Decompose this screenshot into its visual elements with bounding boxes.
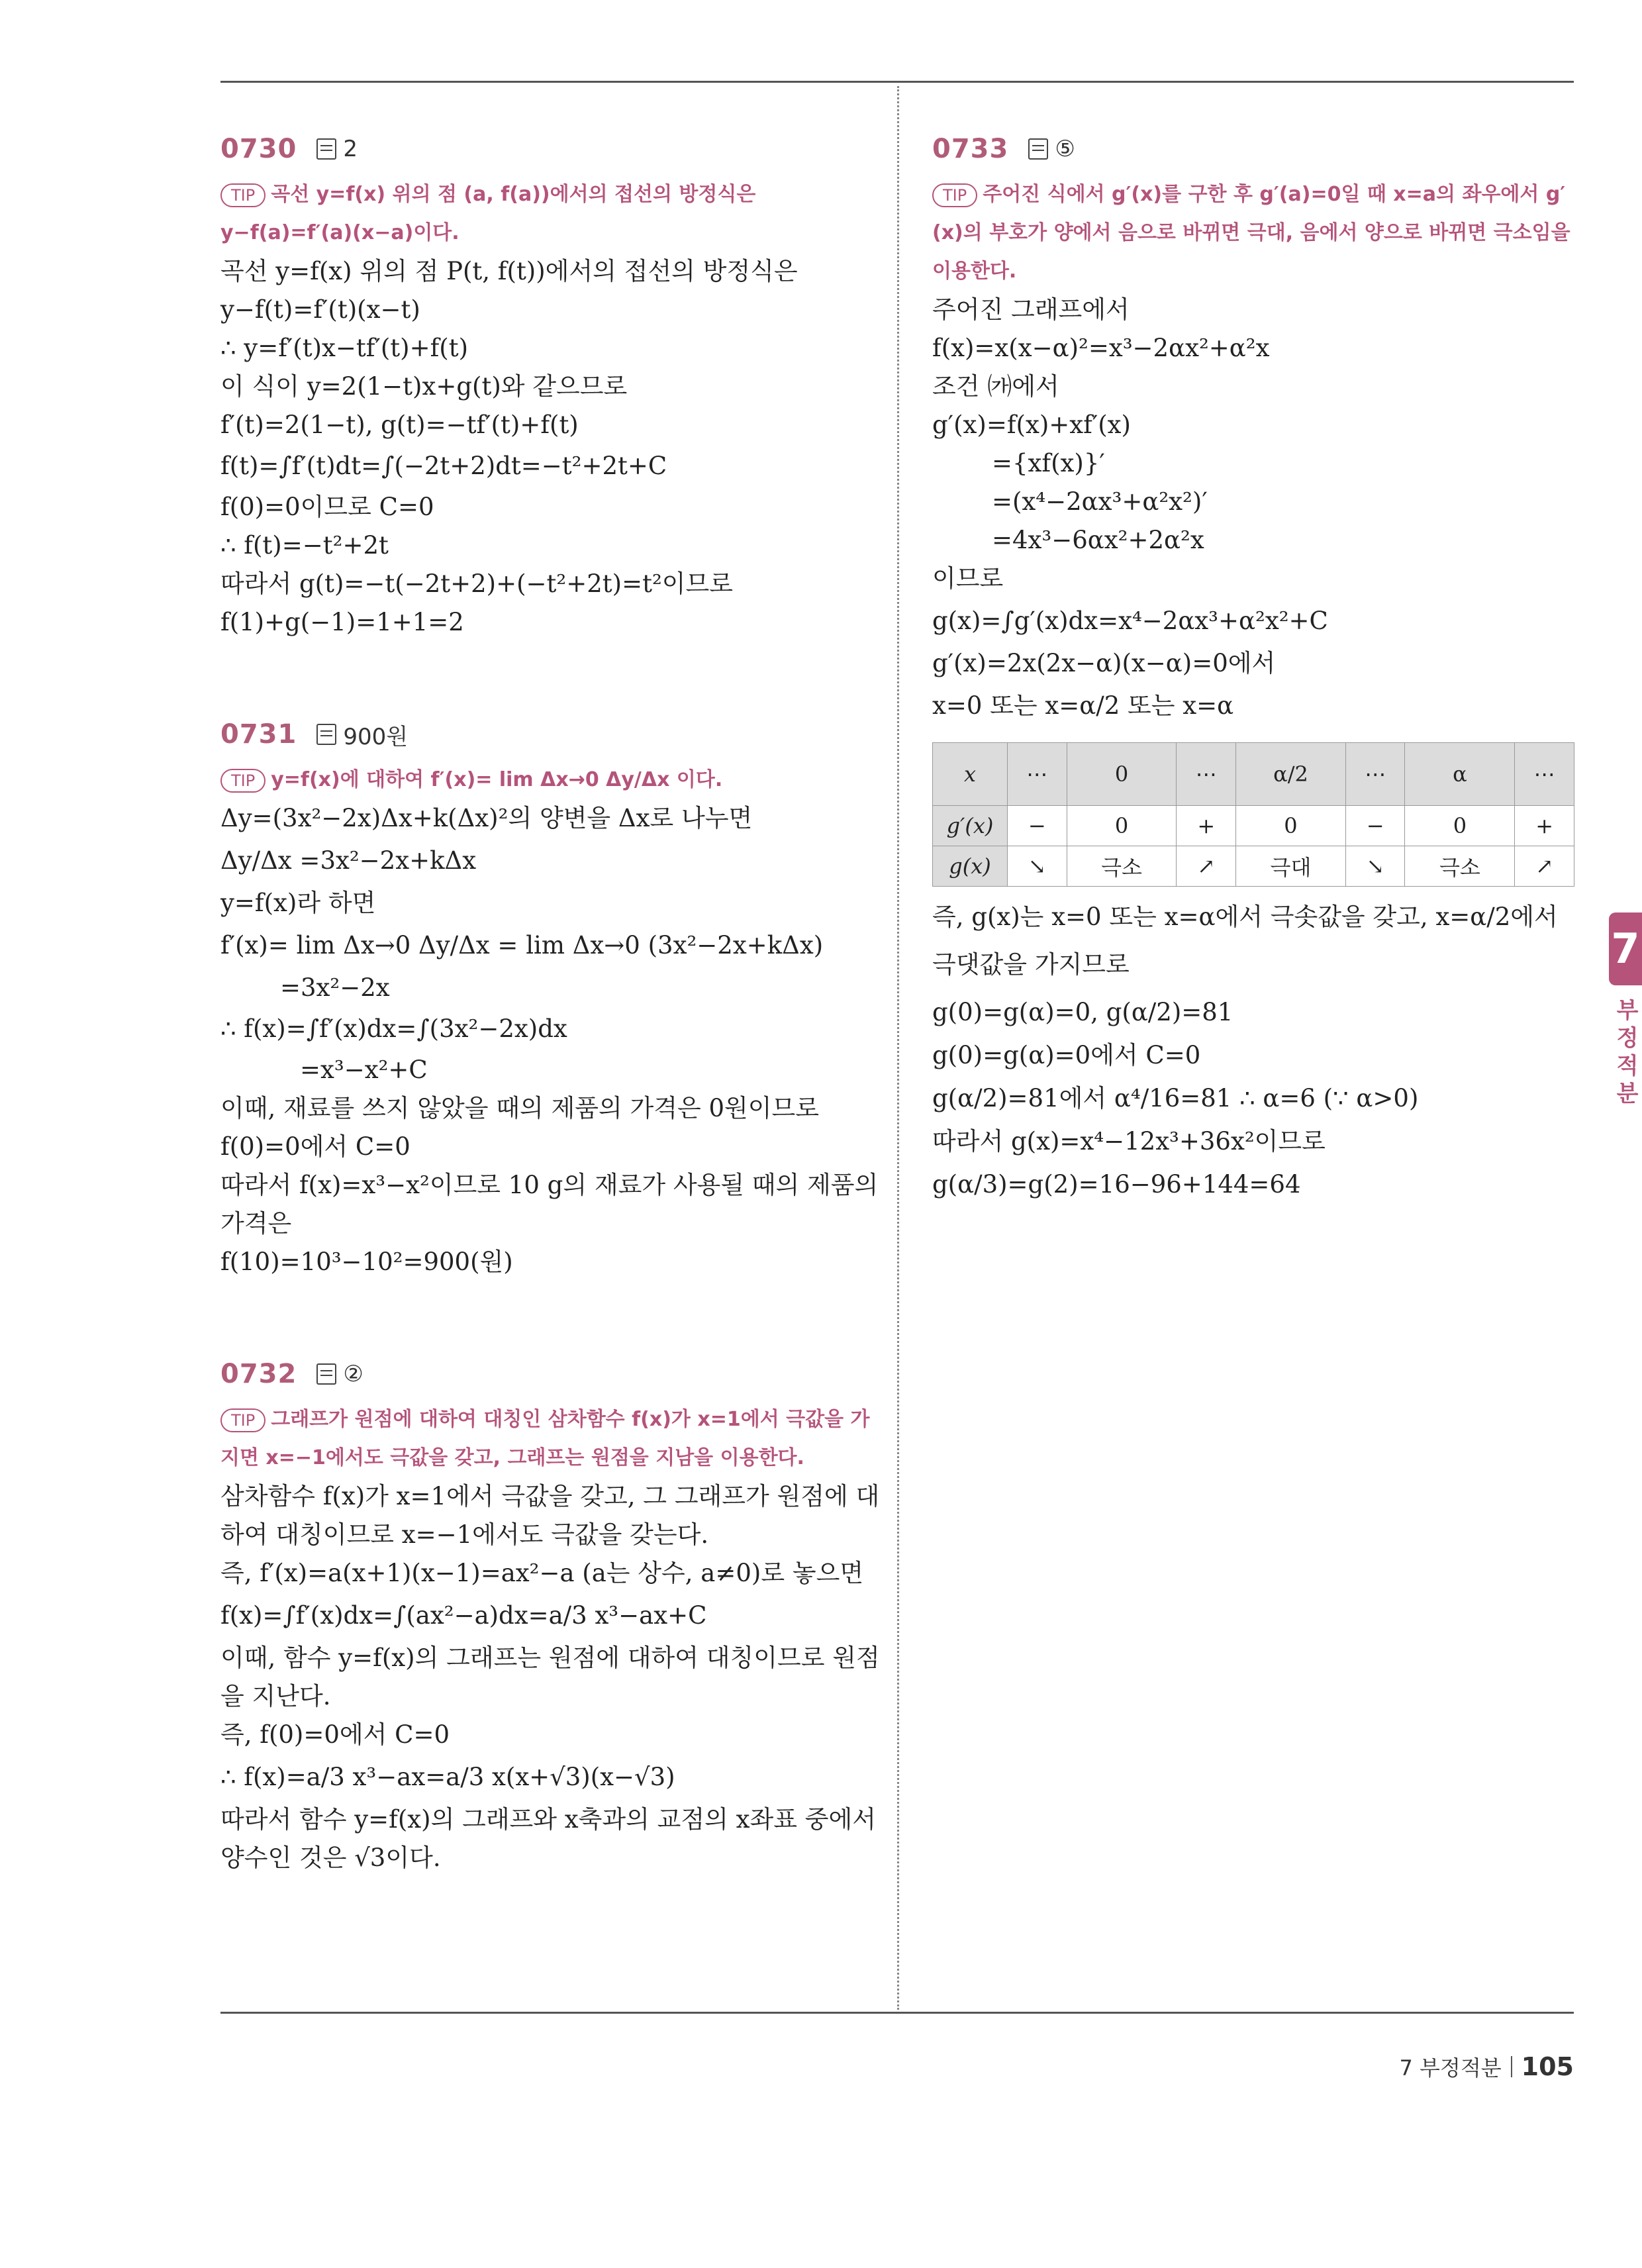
solution-line: 즉, g(x)는 x=0 또는 x=α에서 극솟값을 갖고, x=α/2에서 극댓값을 가지므로	[932, 903, 1558, 979]
solution-line: 주어진 그래프에서	[932, 295, 1130, 324]
tip	[220, 1401, 883, 1477]
table-row	[933, 743, 1574, 806]
table-cell: +	[1515, 806, 1574, 846]
table-cell: +	[1177, 806, 1236, 846]
solution-line: =(x⁴−2αx³+α²x²)′	[992, 487, 1208, 516]
solution-line: f(0)=0이므로 C=0	[220, 493, 434, 521]
solution-line: f(t)=∫f′(t)dt=∫(−2t+2)dt=−t²+2t+C	[220, 452, 667, 480]
table-cell: −	[1008, 806, 1067, 846]
answer-value: 2	[343, 136, 358, 162]
table-cell: ⋯	[1345, 743, 1405, 806]
problem-number: 0731	[220, 719, 297, 750]
tip-badge: TIP	[220, 769, 266, 793]
table-cell: −	[1345, 806, 1405, 846]
table-cell: x	[933, 743, 1008, 806]
solution-line: g(α/2)=81에서 α⁴/16=81 ∴ α=6 (∵ α>0)	[932, 1084, 1419, 1112]
solution-line: 따라서 g(t)=−t(−2t+2)+(−t²+2t)=t²이므로	[220, 569, 734, 598]
tip-line: 곡선 y=f(x) 위의 점 (a, f(a))에서의 접선의 방정식은	[271, 183, 756, 206]
solution-line: 이므로	[932, 564, 1004, 593]
left-column	[220, 129, 883, 1877]
table-cell: ⋯	[1177, 743, 1236, 806]
column-divider	[897, 86, 899, 2010]
answer	[316, 136, 358, 162]
problem-number: 0732	[220, 1359, 297, 1389]
table-row	[933, 806, 1574, 846]
solution-line: f(0)=0에서 C=0	[220, 1132, 410, 1161]
right-column	[932, 129, 1574, 1208]
table-cell: ↘	[1008, 846, 1067, 887]
solution-line: 즉, f′(x)=a(x+1)(x−1)=ax²−a (a는 상수, a≠0)로 놓으면	[220, 1559, 864, 1587]
solution-line: f(x)=∫f′(x)dx=∫(ax²−a)dx=a/3 x³−ax+C	[220, 1601, 707, 1630]
solution-line: ={xf(x)}′	[992, 449, 1105, 477]
answer-icon	[316, 1363, 336, 1385]
solution-line: 이 식이 y=2(1−t)x+g(t)와 같으므로	[220, 372, 628, 401]
solution-line: 따라서 g(x)=x⁴−12x³+36x²이므로	[932, 1127, 1326, 1156]
solution-line: g(α/3)=g(2)=16−96+144=64	[932, 1170, 1301, 1199]
solution-line: y−f(t)=f′(t)(x−t)	[220, 295, 420, 324]
solution-line: =3x²−2x	[280, 973, 390, 1002]
tip-line: 주어진 식에서 g′(x)를 구한 후 g′(a)=0일 때 x=a의 좌우에서 g′(x)의 부호가 양에서 음으로 바뀌면 극대, 음에서 양으로 바뀌면 극소임을 이용한다.	[932, 183, 1570, 283]
table-cell: g′(x)	[933, 806, 1008, 846]
solution-line: =x³−x²+C	[300, 1056, 428, 1084]
problem-header	[220, 715, 883, 754]
problem-header	[932, 129, 1574, 169]
solution-line: f(10)=10³−10²=900(원)	[220, 1248, 513, 1276]
solution-line: f′(x)= lim Δx→0 Δy/Δx = lim Δx→0 (3x²−2x+kΔx)	[220, 931, 824, 960]
table-cell: 극대	[1236, 846, 1346, 887]
table-cell: 0	[1236, 806, 1346, 846]
solution-line: g(x)=∫g′(x)dx=x⁴−2αx³+α²x²+C	[932, 607, 1328, 635]
tip-badge: TIP	[220, 1408, 266, 1432]
solution-line: g(0)=g(α)=0, g(α/2)=81	[932, 998, 1233, 1026]
tip	[932, 175, 1574, 291]
table-cell: ⋯	[1515, 743, 1574, 806]
table-cell: 극소	[1067, 846, 1177, 887]
page-number: 105	[1521, 2052, 1574, 2081]
bottom-rule	[220, 2012, 1574, 2014]
answer-value: ⑤	[1055, 136, 1075, 162]
answer-value: ②	[343, 1361, 363, 1387]
chapter-tab-title: 부정적분	[1616, 997, 1639, 1107]
table-cell: α	[1405, 743, 1515, 806]
answer-icon	[316, 724, 336, 745]
tip-badge: TIP	[220, 183, 266, 207]
tip	[220, 761, 883, 799]
table-cell: 0	[1067, 743, 1177, 806]
problem-0733	[932, 129, 1574, 1208]
table-cell: 0	[1067, 806, 1177, 846]
solution-line: g′(x)=f(x)+xf′(x)	[932, 411, 1131, 439]
solution-line: 따라서 f(x)=x³−x²이므로 10 g의 재료가 사용될 때의 제품의 가격은	[220, 1171, 879, 1238]
top-rule	[220, 81, 1574, 83]
solution-line: 이때, 함수 y=f(x)의 그래프는 원점에 대하여 대칭이므로 원점을 지난다.	[220, 1644, 880, 1710]
solution-line: x=0 또는 x=α/2 또는 x=α	[932, 691, 1234, 720]
tip-line: 그래프가 원점에 대하여 대칭인 삼차함수 f(x)가 x=1에서 극값을 가지면 x=−1에서도 극값을 갖고, 그래프는 원점을 지남을 이용한다.	[220, 1408, 870, 1469]
table-cell: ↘	[1345, 846, 1405, 887]
problem-header	[220, 1354, 883, 1394]
problem-header	[220, 129, 883, 169]
table-cell: ↗	[1515, 846, 1574, 887]
solution-line: Δy/Δx =3x²−2x+kΔx	[220, 846, 477, 875]
table-cell: g(x)	[933, 846, 1008, 887]
solution-line: f′(t)=2(1−t), g(t)=−tf′(t)+f(t)	[220, 411, 579, 439]
answer-icon	[316, 138, 336, 160]
solution-line: ∴ f(t)=−t²+2t	[220, 531, 389, 560]
footer-chapter: 7 부정적분	[1399, 2055, 1502, 2081]
solution-line: 즉, f(0)=0에서 C=0	[220, 1720, 450, 1749]
solution-line: Δy=(3x²−2x)Δx+k(Δx)²의 양변을 Δx로 나누면	[220, 804, 753, 832]
solution-line: f(x)=x(x−α)²=x³−2αx²+α²x	[932, 334, 1270, 362]
solution-line: =4x³−6αx²+2α²x	[992, 526, 1204, 554]
solution-line: y=f(x)라 하면	[220, 889, 376, 917]
solution-line: 따라서 함수 y=f(x)의 그래프와 x축과의 교점의 x좌표 중에서 양수인 것은 √3이다.	[220, 1805, 876, 1872]
chapter-tab: 7	[1609, 912, 1642, 985]
problem-number: 0733	[932, 134, 1009, 164]
answer	[1028, 136, 1075, 162]
solution-line: ∴ y=f′(t)x−tf′(t)+f(t)	[220, 334, 469, 362]
problem-number: 0730	[220, 134, 297, 164]
solution-line: f(1)+g(−1)=1+1=2	[220, 608, 464, 636]
tip	[220, 175, 883, 252]
table-cell: ↗	[1177, 846, 1236, 887]
tip-badge: TIP	[932, 183, 977, 207]
solution-line: 조건 ㈎에서	[932, 372, 1059, 401]
problem-0732	[220, 1354, 883, 1877]
solution-line: ∴ f(x)=a/3 x³−ax=a/3 x(x+√3)(x−√3)	[220, 1763, 675, 1791]
tip-line: y−f(a)=f′(a)(x−a)이다.	[220, 221, 459, 244]
solution-line: 삼차함수 f(x)가 x=1에서 극값을 갖고, 그 그래프가 원점에 대하여 대칭이므로 x=−1에서도 극값을 갖는다.	[220, 1482, 880, 1549]
table-cell: 0	[1405, 806, 1515, 846]
solution-line: g(0)=g(α)=0에서 C=0	[932, 1041, 1201, 1069]
problem-0731	[220, 715, 883, 1281]
solution-line: 이때, 재료를 쓰지 않았을 때의 제품의 가격은 0원이므로	[220, 1094, 819, 1122]
table-cell: α/2	[1236, 743, 1346, 806]
footer-divider	[1511, 2056, 1512, 2077]
page-footer	[1399, 2051, 1574, 2082]
answer	[316, 1361, 363, 1387]
answer-icon	[1028, 138, 1048, 160]
solution-line: g′(x)=2x(2x−α)(x−α)=0에서	[932, 649, 1276, 677]
sign-table	[932, 742, 1574, 887]
solution-line: 곡선 y=f(x) 위의 점 P(t, f(t))에서의 접선의 방정식은	[220, 257, 798, 285]
answer-value: 900원	[343, 723, 409, 750]
table-cell: ⋯	[1008, 743, 1067, 806]
solution-line: ∴ f(x)=∫f′(x)dx=∫(3x²−2x)dx	[220, 1014, 567, 1043]
tip-line: y=f(x)에 대하여 f′(x)= lim Δx→0 Δy/Δx 이다.	[271, 768, 723, 791]
problem-0730	[220, 129, 883, 642]
table-row	[933, 846, 1574, 887]
answer	[316, 718, 408, 751]
table-cell: 극소	[1405, 846, 1515, 887]
